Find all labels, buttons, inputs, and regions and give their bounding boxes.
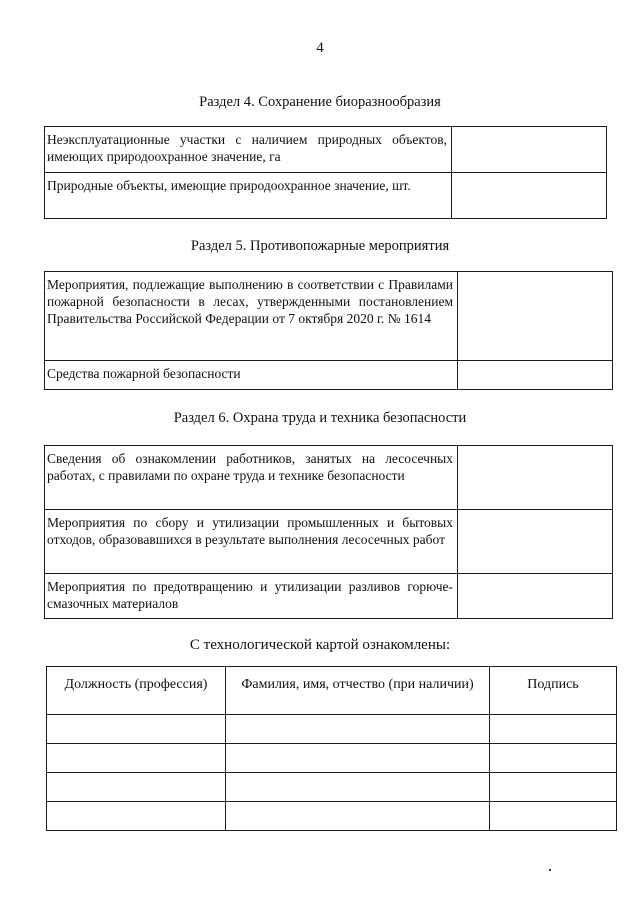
acknowledgement-heading: С технологической картой ознакомлены:: [189, 637, 451, 653]
section-6-table: [44, 445, 613, 619]
section-5-heading: Раздел 5. Противопожарные мероприятия: [190, 238, 450, 254]
table-row: [45, 127, 607, 173]
row-label: Мероприятия по предотвращению и утилизации разливов горюче-смазочных материалов: [45, 574, 458, 619]
position-cell[interactable]: [47, 744, 226, 773]
table-row: [47, 715, 617, 744]
table-row: [45, 574, 613, 619]
section-4-heading: Раздел 4. Сохранение биоразнообразия: [199, 94, 441, 110]
table-row: [45, 446, 613, 510]
full-name-cell[interactable]: [226, 773, 490, 802]
row-value-field[interactable]: [452, 127, 607, 173]
table-row: [47, 773, 617, 802]
table-row: [45, 173, 607, 219]
signature-cell[interactable]: [490, 802, 617, 831]
full-name-cell[interactable]: [226, 715, 490, 744]
scan-dot: [549, 869, 551, 871]
position-cell[interactable]: [47, 715, 226, 744]
column-header-full-name: Фамилия, имя, отчество (при наличии): [226, 667, 490, 715]
row-value-field[interactable]: [458, 446, 613, 510]
row-label: Сведения об ознакомлении работников, занятых на лесосечных работах, с правилами по охране труда и технике безопасности: [45, 446, 458, 510]
section-4-table: [44, 126, 607, 219]
table-header-row: [47, 667, 617, 715]
table-row: [45, 510, 613, 574]
row-label: Мероприятия, подлежащие выполнению в соответствии с Правилами пожарной безопасности в лесах, утвержденными постановлением Правительства Российской Федерации от 7 октября 2020 г. № 1614: [45, 272, 458, 361]
column-header-signature: Подпись: [490, 667, 617, 715]
table-row: [47, 744, 617, 773]
row-value-field[interactable]: [458, 272, 613, 361]
column-header-position: Должность (профессия): [47, 667, 226, 715]
row-value-field[interactable]: [458, 361, 613, 390]
signature-cell[interactable]: [490, 715, 617, 744]
full-name-cell[interactable]: [226, 744, 490, 773]
row-value-field[interactable]: [458, 574, 613, 619]
table-row: [47, 802, 617, 831]
full-name-cell[interactable]: [226, 802, 490, 831]
table-row: [45, 361, 613, 390]
row-value-field[interactable]: [458, 510, 613, 574]
row-value-field[interactable]: [452, 173, 607, 219]
row-label: Неэксплуатационные участки с наличием природных объектов, имеющих природоохранное значение, га: [45, 127, 452, 173]
acknowledgement-table: [46, 666, 617, 831]
page-number: 4: [316, 40, 324, 56]
section-6-heading: Раздел 6. Охрана труда и техника безопасности: [173, 410, 467, 426]
table-row: [45, 272, 613, 361]
signature-cell[interactable]: [490, 744, 617, 773]
row-label: Природные объекты, имеющие природоохранное значение, шт.: [45, 173, 452, 219]
row-label: Средства пожарной безопасности: [45, 361, 458, 390]
position-cell[interactable]: [47, 802, 226, 831]
position-cell[interactable]: [47, 773, 226, 802]
row-label: Мероприятия по сбору и утилизации промышленных и бытовых отходов, образовавшихся в результате выполнения лесосечных работ: [45, 510, 458, 574]
signature-cell[interactable]: [490, 773, 617, 802]
section-5-table: [44, 271, 613, 390]
